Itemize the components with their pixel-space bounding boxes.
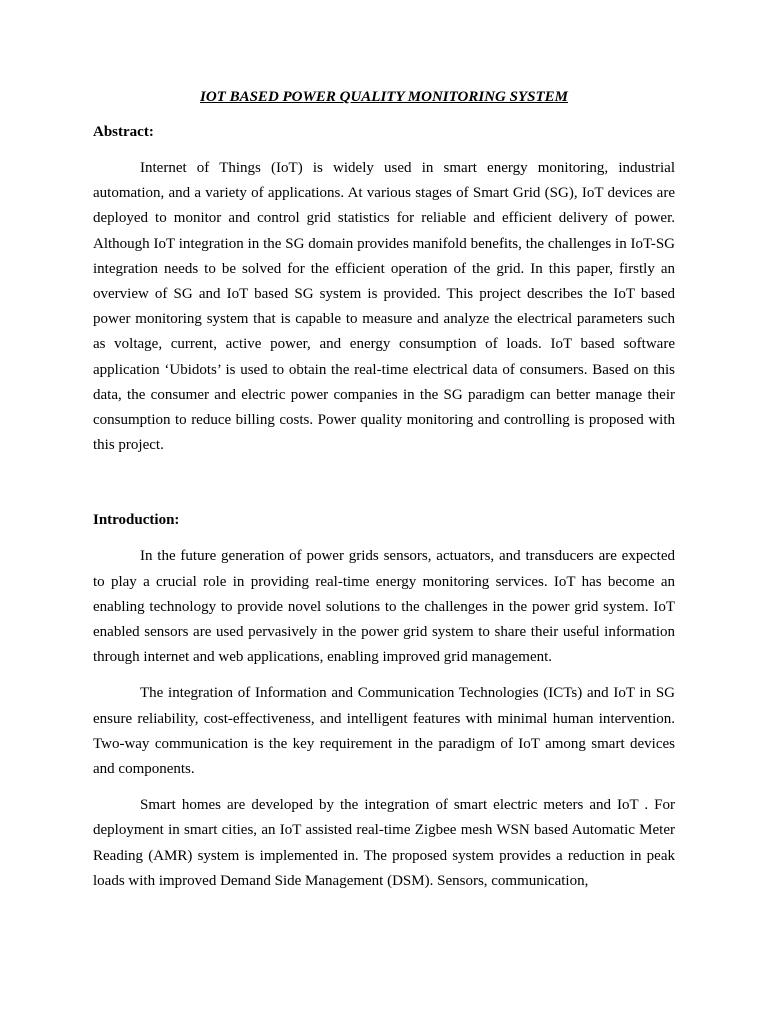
introduction-heading: Introduction: [93,512,180,529]
document-title: IOT BASED POWER QUALITY MONITORING SYSTEM [200,89,568,105]
abstract-heading: Abstract: [93,124,154,140]
introduction-paragraph-3: Smart homes are developed by the integration of smart electric meters and IoT . For deployment in smart cities, an IoT assisted real-time Zigbee mesh WSN based Automatic Meter Reading (AMR) system is implemented in. The proposed system provides a reduction in peak loads with improved Demand Side Management (DSM). Sensors, communication, [93,797,675,889]
document-body [93,85,675,894]
introduction-paragraph-2: The integration of Information and Communication Technologies (ICTs) and IoT in SG ensure reliability, cost-effectiveness, and intelligent features with minimal human intervention. Two-way communication is the key requirement in the paradigm of IoT among smart devices and components. [93,685,675,778]
abstract-paragraph: Internet of Things (IoT) is widely used in smart energy monitoring, industrial automation, and a variety of applications. At various stages of Smart Grid (SG), IoT devices are deployed to monitor and control grid statistics for reliable and efficient delivery of power. Although IoT integration in the SG domain provides manifold benefits, the challenges in IoT-SG integration needs to be solved for the efficient operation of the grid. In this paper, firstly an overview of SG and IoT based SG system is provided. This project describes the IoT based power monitoring system that is capable to measure and analyze the electrical parameters such as voltage, current, active power, and energy consumption of loads. IoT based software application ‘Ubidots’ is used to obtain the real-time electrical data of consumers. Based on this data, the consumer and electric power companies in the SG paradigm can better manage their consumption to reduce billing costs. Power quality monitoring and controlling is proposed with this project. [93,160,675,454]
introduction-paragraph-1: In the future generation of power grids sensors, actuators, and transducers are expected to play a crucial role in providing real-time energy monitoring services. IoT has become an enabling technology to provide novel solutions to the challenges in the power grid system. IoT enabled sensors are used pervasively in the power grid system to share their useful information through internet and web applications, enabling improved grid management. [93,548,675,666]
